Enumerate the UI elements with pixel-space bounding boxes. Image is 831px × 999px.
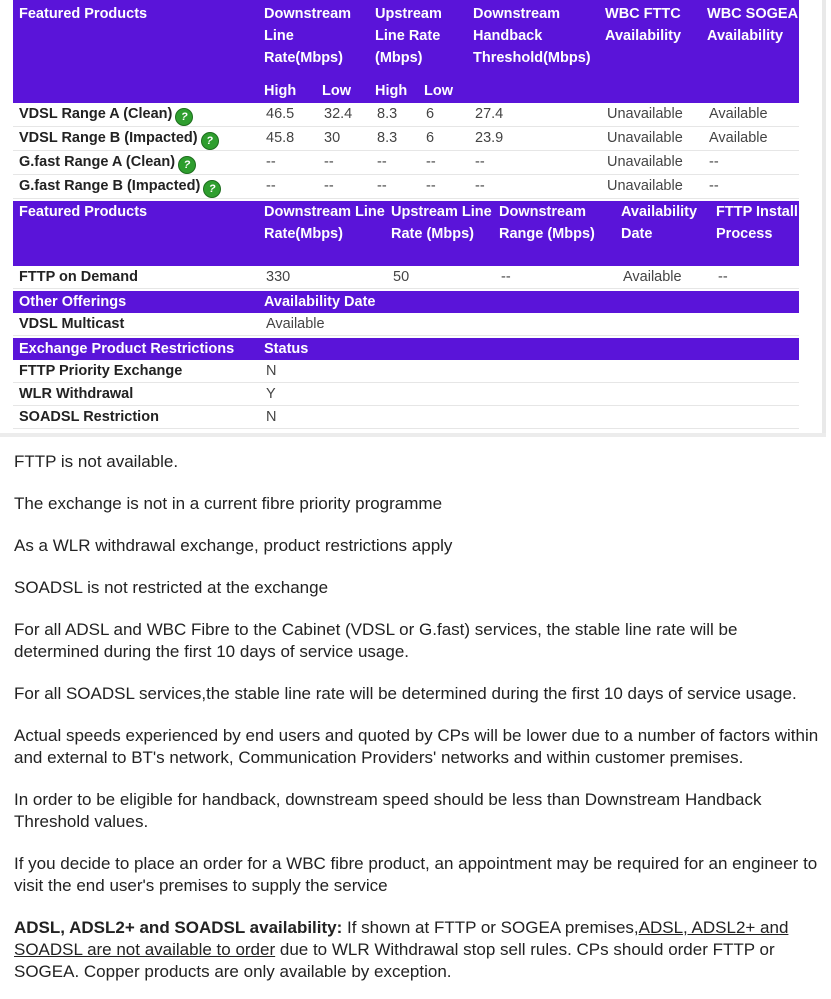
restriction-name: WLR Withdrawal: [13, 383, 258, 406]
product-name: VDSL Range B (Impacted): [19, 130, 198, 146]
cell-us-low: --: [418, 175, 467, 199]
col-wbc-fttc: WBC FTTC Availability: [599, 0, 701, 80]
cell-downstream: 330: [258, 266, 385, 289]
cell-fttc: Unavailable: [599, 127, 701, 151]
product-name: G.fast Range A (Clean): [19, 154, 176, 170]
col-featured-products: Featured Products: [13, 0, 258, 80]
cell-availability: Available: [258, 313, 799, 336]
cell-ds-low: --: [316, 151, 369, 175]
cell-ds-high: 46.5: [258, 103, 316, 127]
cell-ds-low: 30: [316, 127, 369, 151]
note-soadsl: SOADSL is not restricted at the exchange: [14, 578, 329, 597]
panel-bottom-edge: [0, 433, 826, 437]
note-soadsl-rate: For all SOADSL services,the stable line rate will be determined during the first 10 days of service usage.: [14, 684, 797, 703]
col-availability-date: Availability Date: [615, 200, 710, 266]
help-icon[interactable]: ?: [178, 156, 196, 174]
note-appointment: If you decide to place an order for a WBC fibre product, an appointment may be required for an engineer to visit the end user's premises to supply the service: [14, 854, 818, 895]
cell-handback: --: [467, 175, 599, 199]
cell-fttc: Unavailable: [599, 103, 701, 127]
note-adsl-wbc: For all ADSL and WBC Fibre to the Cabinet (VDSL or G.fast) services, the stable line rate will be determined during the first 10 days of service usage.: [14, 620, 738, 661]
table-row: [13, 383, 799, 406]
cell-ds-high: 45.8: [258, 127, 316, 151]
subheader-ds-low: Low: [316, 80, 369, 103]
col-handback-threshold: Downstream Handback Threshold(Mbps): [467, 0, 599, 80]
cell-us-high: 8.3: [369, 103, 418, 127]
col-availability-date: Availability Date: [258, 290, 799, 313]
cell-us-high: --: [369, 175, 418, 199]
cell-ds-high: --: [258, 151, 316, 175]
adsl-availability-post: due to WLR Withdrawal stop sell rules. CPs should order FTTP or SOGEA. Copper products are only available by exception.: [14, 940, 775, 981]
cell-status: N: [258, 360, 799, 383]
col-featured-products: Featured Products: [13, 200, 258, 266]
col-other-offerings: Other Offerings: [13, 290, 258, 313]
cell-ds-high: --: [258, 175, 316, 199]
scroll-edge: [822, 0, 826, 437]
cell-sogea: --: [701, 175, 799, 199]
subheader-blank: [599, 80, 701, 103]
note-wlr: As a WLR withdrawal exchange, product restrictions apply: [14, 536, 453, 555]
subheader-us-low: Low: [418, 80, 467, 103]
cell-handback: 23.9: [467, 127, 599, 151]
restriction-name: SOADSL Restriction: [13, 406, 258, 429]
table-row: [13, 266, 799, 289]
product-name: G.fast Range B (Impacted): [19, 178, 201, 194]
table-row: [13, 103, 799, 127]
note-priority: The exchange is not in a current fibre priority programme: [14, 494, 443, 513]
cell-ds-low: 32.4: [316, 103, 369, 127]
cell-handback: --: [467, 151, 599, 175]
availability-tables: [0, 0, 831, 437]
cell-install: --: [710, 266, 799, 289]
cell-us-high: 8.3: [369, 127, 418, 151]
cell-status: Y: [258, 383, 799, 406]
cell-fttc: Unavailable: [599, 151, 701, 175]
product-name: FTTP on Demand: [13, 266, 258, 289]
col-status: Status: [258, 337, 799, 360]
col-downstream-range: Downstream Range (Mbps): [493, 200, 615, 266]
offering-name: VDSL Multicast: [13, 313, 258, 336]
note-adsl-availability: [14, 917, 823, 983]
restriction-name: FTTP Priority Exchange: [13, 360, 258, 383]
cell-sogea: Available: [701, 127, 799, 151]
col-downstream-line-rate: Downstream Line Rate(Mbps): [258, 200, 385, 266]
col-exchange-restrictions: Exchange Product Restrictions: [13, 337, 258, 360]
cell-status: N: [258, 406, 799, 429]
table-row: [13, 360, 799, 383]
cell-us-low: 6: [418, 127, 467, 151]
subheader-ds-high: High: [258, 80, 316, 103]
cell-fttc: Unavailable: [599, 175, 701, 199]
col-fttp-install-process: FTTP Install Process: [710, 200, 799, 266]
cell-upstream: 50: [385, 266, 493, 289]
cell-us-low: 6: [418, 103, 467, 127]
cell-handback: 27.4: [467, 103, 599, 127]
cell-sogea: --: [701, 151, 799, 175]
subheader-blank: [13, 80, 258, 103]
cell-us-high: --: [369, 151, 418, 175]
help-icon[interactable]: ?: [175, 108, 193, 126]
col-upstream-line-rate: Upstream Line Rate (Mbps): [385, 200, 493, 266]
fttp-products-table: [13, 199, 799, 289]
subheader-blank: [467, 80, 599, 103]
table-row: [13, 175, 799, 199]
availability-notes: [0, 437, 831, 983]
table-row: [13, 313, 799, 336]
table-row: [13, 127, 799, 151]
table-row: [13, 151, 799, 175]
featured-products-table: [13, 0, 799, 199]
cell-range: --: [493, 266, 615, 289]
cell-availability: Available: [615, 266, 710, 289]
cell-ds-low: --: [316, 175, 369, 199]
subheader-blank: [701, 80, 799, 103]
note-fttp: FTTP is not available.: [14, 452, 179, 471]
exchange-restrictions-table: [13, 336, 799, 429]
help-icon[interactable]: ?: [201, 132, 219, 150]
adsl-availability-pre: If shown at FTTP or SOGEA premises,: [342, 918, 639, 937]
col-downstream-line-rate: Downstream Line Rate(Mbps): [258, 0, 369, 80]
cell-sogea: Available: [701, 103, 799, 127]
col-upstream-line-rate: Upstream Line Rate (Mbps): [369, 0, 467, 80]
help-icon[interactable]: ?: [203, 180, 221, 198]
product-name: VDSL Range A (Clean): [19, 106, 173, 122]
table-row: [13, 406, 799, 429]
adsl-availability-underlined: ADSL, ADSL2+ and SOADSL are not available to order: [14, 918, 789, 959]
cell-us-low: --: [418, 151, 467, 175]
adsl-availability-label: ADSL, ADSL2+ and SOADSL availability:: [14, 918, 343, 937]
other-offerings-table: [13, 289, 799, 336]
note-actual-speeds: Actual speeds experienced by end users and quoted by CPs will be lower due to a number of factors within and external to BT's network, Communication Providers' networks and within customer premises.: [14, 726, 819, 767]
col-wbc-sogea: WBC SOGEA Availability: [701, 0, 799, 80]
note-handback: In order to be eligible for handback, downstream speed should be less than Downstream Handback Threshold values.: [14, 790, 762, 831]
subheader-us-high: High: [369, 80, 418, 103]
